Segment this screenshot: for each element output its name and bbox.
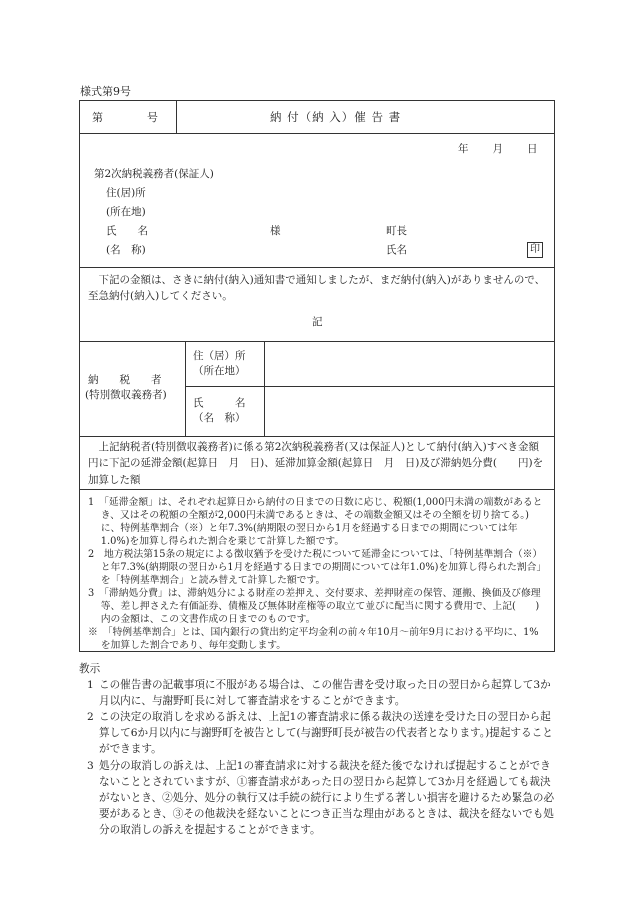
taxpayer-divider <box>264 341 265 436</box>
taxpayer-label: 納 税 者 <box>88 374 162 386</box>
taxpayer-name-sub-label: （名 称） <box>193 412 246 424</box>
date-line: 年 月 日 <box>458 143 539 155</box>
sender-name-label: 氏名 <box>386 244 407 256</box>
row-divider <box>80 133 554 134</box>
instruction-text: この決定の取消しを求める訴えは、上記1の審査請求に係る裁決の送達を受けた日の翌日から起算して6か月以内に与謝野町を被告として(与謝野町長が被告の代表者となります。)提起することができます。 <box>99 711 553 756</box>
amount-description: 上記納税者(特別徴収義務者)に係る第2次納税義務者(又は保証人)として納付(納入)すべき金額 円に下記の延滞金額(起算日 月 日)、延滞加算金額(起算日 月 日)及び滞納処分費( 円)を加算した額 <box>88 441 561 486</box>
row-divider <box>80 436 554 437</box>
address-label: 住(居)所 <box>106 187 146 199</box>
instruction-text: 処分の取消しの訴えは、上記1の審査請求に対する裁決を経た後でなければ提起することができないこととされていますが、①審査請求があった日の翌日から起算して3か月を経過しても裁決がないとき、②処分、処分の執行又は手続の続行により生ずる著しい損害を避けるため緊急の必要があるとき、③その他裁決を経ないことにつき正当な理由があるときは、裁決を経ないでも処分の取消しの訴えを提起することができます。 <box>99 759 555 836</box>
note-item: 3 「滞納処分費」は、滞納処分による財産の差押え、交付要求、差押財産の保管、運搬、換価及び修理等、差し押さえた有価証券、債権及び無体財産権等の取立て並びに配当に関する費用で、上記( )内の金額は、この文書作成の日までのものです。 <box>88 588 541 626</box>
instructions-section <box>79 661 559 838</box>
name-sub-label: (名 称) <box>106 244 146 256</box>
note-item: ※ 「特例基準割合」とは、国内銀行の貸出約定平均金利の前々年10月～前年9月における平均に、1%を加算した割合であり、毎年変動します。 <box>88 627 539 652</box>
instruction-number: 2 <box>87 711 94 724</box>
instruction-text: この催告書の記載事項に不服がある場合は、この催告書を受け取った日の翌日から起算して3か月以内に、与謝野町長に対して審査請求をすることができます。 <box>99 679 551 708</box>
notice-form-table <box>79 100 561 490</box>
instruction-number: 3 <box>87 759 94 772</box>
header-divider <box>176 101 177 133</box>
document-title: 納 付（納 入）催 告 書 <box>270 110 402 124</box>
instructions-title: 教示 <box>79 663 101 675</box>
row-divider <box>80 267 554 268</box>
addressee-type: 第2次納税義務者(保証人) <box>94 168 214 180</box>
honorific: 様 <box>270 225 281 237</box>
instruction-item <box>79 677 559 709</box>
instruction-number: 1 <box>87 679 94 692</box>
taxpayer-name-label: 氏 名 <box>193 397 246 409</box>
taxpayer-address-label: 住（居）所 <box>193 350 246 362</box>
location-label: (所在地) <box>106 206 146 218</box>
seal-mark: 印 <box>527 242 543 258</box>
notes-box <box>79 490 555 652</box>
row-divider <box>80 341 554 342</box>
taxpayer-sub-label: (特別徴収義務者) <box>85 389 167 401</box>
instruction-item <box>79 709 559 757</box>
form-number: 様式第9号 <box>80 85 131 98</box>
document-number-label: 第 号 <box>92 111 158 124</box>
taxpayer-location-label: （所在地） <box>193 365 246 377</box>
reminder-message: 下記の金額は、さきに納付(納入)通知書で通知しましたが、まだ納付(納入)がありませんので、至急納付(納入)してください。 <box>88 274 546 303</box>
ki-label: 記 <box>312 316 323 328</box>
note-item: 1 「延滞金額」は、それぞれ起算日から納付の日までの日数に応じ、税額(1,000円未満の端数があるとき、又はその税額の全額が2,000円未満であるときは、その端数金額又はその全額を切り捨てる。)に、特例基準割合（※）と年7.3%(納期限の翌日から1月を経過する日までの期間については年1.0%)を加算し得られた割合を乗じて計算した額です。 <box>88 497 543 548</box>
instruction-item <box>79 758 559 838</box>
sender-title: 町長 <box>386 225 407 237</box>
note-item: 2 地方税法第15条の規定による徴収猶予を受けた税について延滞金については、「特例基準割合（※）と年7.3%(納期限の翌日から1月を経過する日までの期間については年1.0%)を加算し得られた割合」を「特例基準割合」と読み替えて計算した額です。 <box>88 549 543 587</box>
taxpayer-row-divider <box>185 386 554 387</box>
name-label: 氏 名 <box>106 225 148 237</box>
taxpayer-divider <box>185 341 186 436</box>
